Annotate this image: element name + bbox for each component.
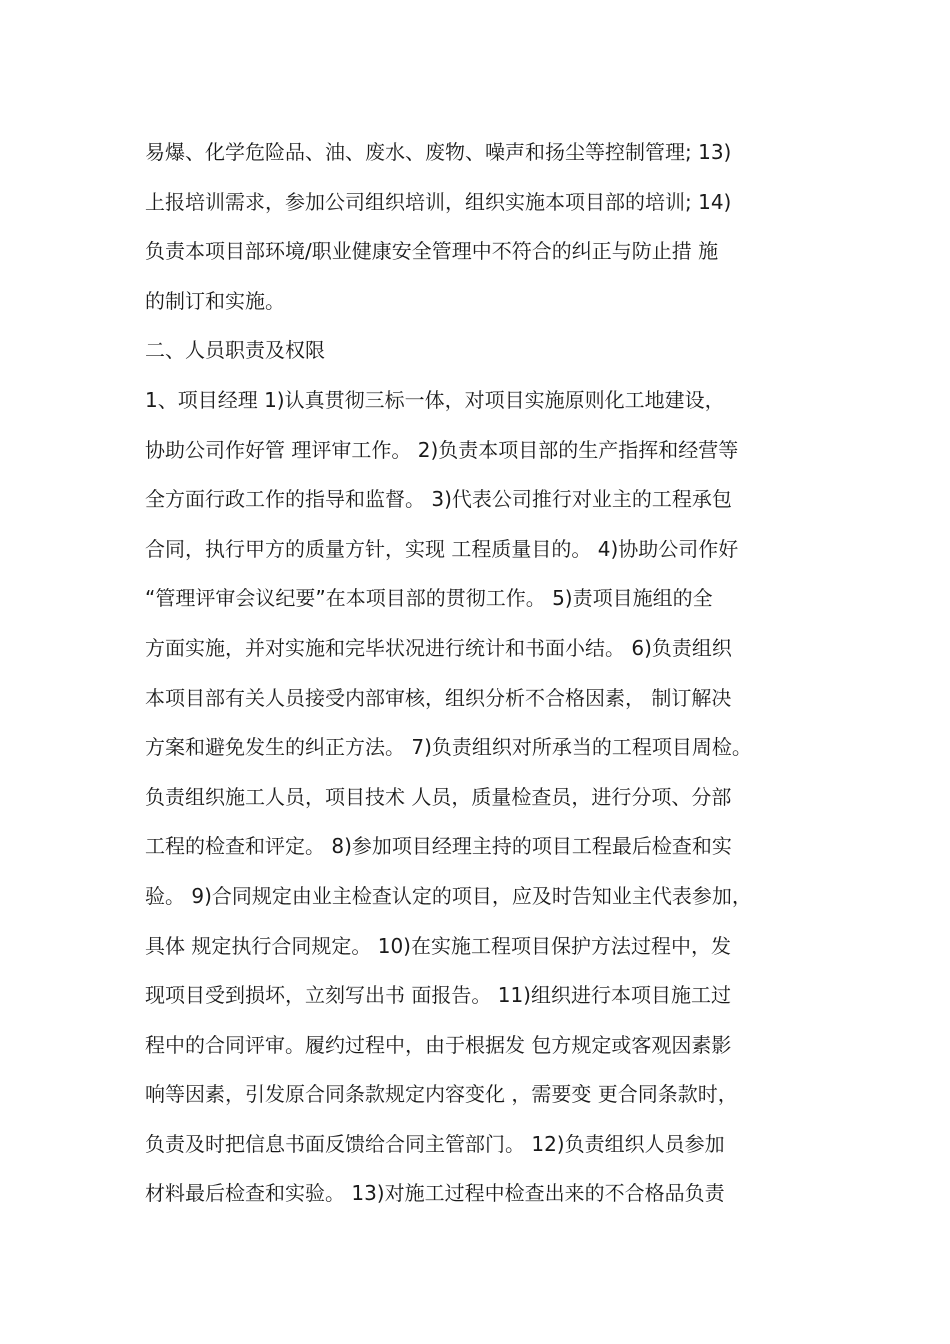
text-line: 的制订和实施。 — [145, 288, 285, 313]
text-line: 响等因素，引发原合同条款规定内容变化 ，需要变 更合同条款时， — [145, 1082, 738, 1107]
text-line: 验。 9)合同规定由业主检查认定的项目，应及时告知业主代表参加， — [145, 883, 752, 908]
text-line: 负责本项目部环境/职业健康安全管理中不符合的纠正与防止措 施 — [145, 239, 719, 264]
text-line: 现项目受到损坏，立刻写出书 面报告。 11)组织进行本项目施工过 — [145, 983, 731, 1008]
text-line: 方案和避免发生的纠正方法。 7)负责组织对所承当的工程项目周检。 — [145, 735, 752, 760]
text-line: 程中的合同评审。履约过程中，由于根据发 包方规定或客观因素影 — [145, 1032, 732, 1057]
text-line: 易爆、化学危险品、油、废水、废物、噪声和扬尘等控制管理; 13) — [145, 140, 732, 164]
text-line: 负责及时把信息书面反馈给合同主管部门。 12)负责组织人员参加 — [145, 1131, 725, 1156]
text-line: 方面实施，并对实施和完毕状况进行统计和书面小结。 6)负责组织 — [145, 635, 732, 660]
text-line: 本项目部有关人员接受内部审核，组织分析不合格因素， 制订解决 — [145, 685, 732, 710]
text-line: 全方面行政工作的指导和监督。 3)代表公司推行对业主的工程承包 — [145, 487, 732, 512]
text-line: 上报培训需求，参加公司组织培训，组织实施本项目部的培训; 14) — [145, 189, 732, 214]
text-line: 负责组织施工人员，项目技术 人员，质量检查员，进行分项、分部 — [145, 784, 732, 809]
text-line: 工程的检查和评定。 8)参加项目经理主持的项目工程最后检查和实 — [145, 834, 732, 859]
text-line: 具体 规定执行合同规定。 10)在实施工程项目保护方法过程中，发 — [145, 933, 731, 958]
text-line: 材料最后检查和实验。 13)对施工过程中检查出来的不合格品负责 — [145, 1181, 725, 1206]
text-line: 1、项目经理 1)认真贯彻三标一体，对项目实施原则化工地建设， — [145, 387, 725, 412]
text-line: “管理评审会议纪要”在本项目部的贯彻工作。 5)责项目施组的全 — [145, 586, 713, 611]
document-body — [145, 128, 825, 1219]
section-heading: 二、人员职责及权限 — [145, 338, 325, 363]
text-line: 合同，执行甲方的质量方针，实现 工程质量目的。 4)协助公司作好 — [145, 536, 739, 561]
text-line: 协助公司作好管 理评审工作。 2)负责本项目部的生产指挥和经营等 — [145, 437, 739, 462]
